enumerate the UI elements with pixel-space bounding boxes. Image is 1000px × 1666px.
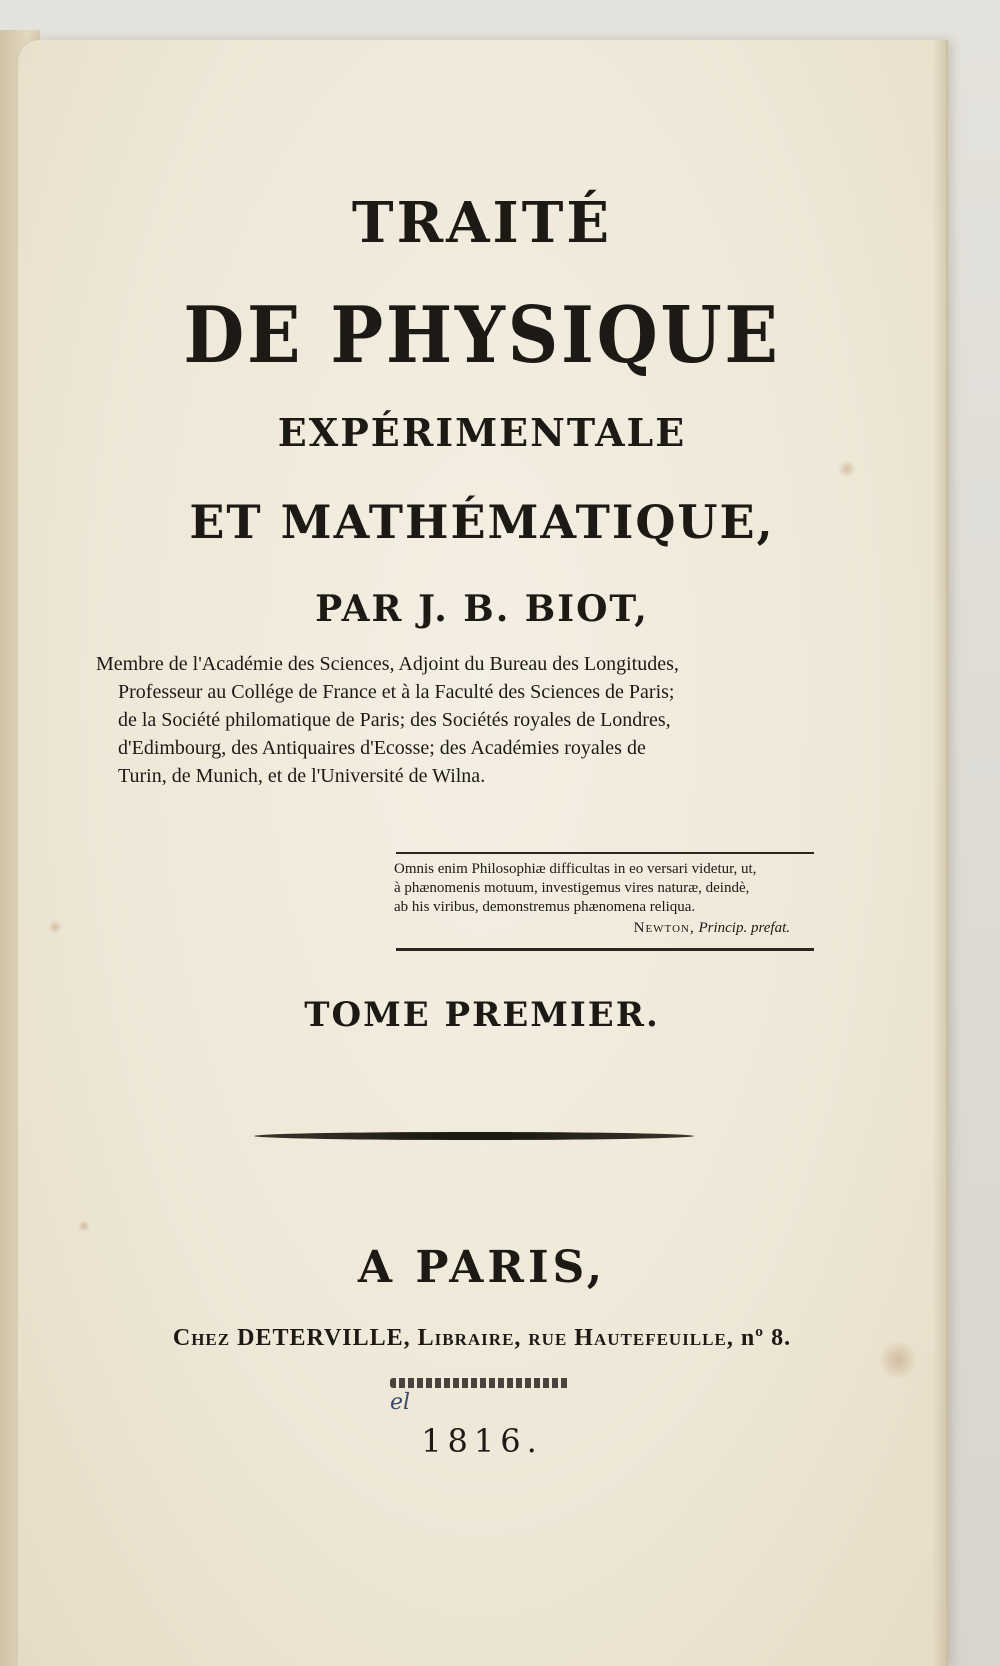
imprint-city: A PARIS, [357, 1242, 607, 1293]
epigraph [394, 860, 814, 938]
epigraph-line: à phænomenis motuum, investigemus vires naturæ, deindè, [394, 880, 750, 896]
author-line: PAR J. B. BIOT, [315, 588, 649, 630]
imprint-publisher-line [18, 1325, 946, 1352]
credentials-line: Membre de l'Académie des Sciences, Adjoint du Bureau des Longitudes, [96, 653, 679, 675]
title-line-4: ET MATHÉMATIQUE, [189, 495, 775, 549]
imprint-chez: Chez [172, 1325, 231, 1351]
title-line-3: EXPÉRIMENTALE [277, 410, 687, 455]
epigraph-citation [394, 919, 814, 938]
title-page [18, 40, 946, 1666]
epigraph-cite-author: Newton, [633, 920, 695, 936]
divider-rule [254, 1132, 694, 1140]
publication-year: 1816. [421, 1422, 543, 1460]
author-credentials [96, 650, 836, 790]
epigraph-top-rule [396, 852, 814, 854]
credentials-line: de la Société philomatique de Paris; des Sociétés royales de Londres, [118, 709, 671, 731]
credentials-line: Professeur au Collége de France et à la Faculté des Sciences de Paris; [118, 681, 675, 703]
foxing-spot [838, 460, 856, 478]
foxing-spot [48, 920, 62, 934]
imprint-publisher: DETERVILLE, [237, 1325, 411, 1351]
epigraph-line: Omnis enim Philosophiæ difficultas in eo versari videtur, ut, [394, 861, 757, 877]
foxing-spot [78, 1220, 90, 1232]
credentials-line: d'Edimbourg, des Antiquaires d'Ecosse; des Académies royales de [118, 737, 646, 759]
epigraph-bottom-rule [396, 948, 814, 951]
ornament-rule [390, 1378, 570, 1388]
imprint-role: Libraire, rue Hautefeuille, [417, 1325, 734, 1351]
epigraph-cite-work: Princip. prefat. [698, 920, 790, 936]
handwritten-mark: el [390, 1390, 411, 1415]
title-line-1: TRAITÉ [351, 190, 613, 256]
imprint-number: nº 8. [740, 1325, 792, 1351]
volume-label: TOME PREMIER. [304, 995, 660, 1035]
credentials-line: Turin, de Munich, et de l'Université de Wilna. [118, 765, 486, 787]
title-line-2: DE PHYSIQUE [183, 290, 781, 381]
epigraph-line: ab his viribus, demonstremus phænomena reliqua. [394, 899, 696, 915]
